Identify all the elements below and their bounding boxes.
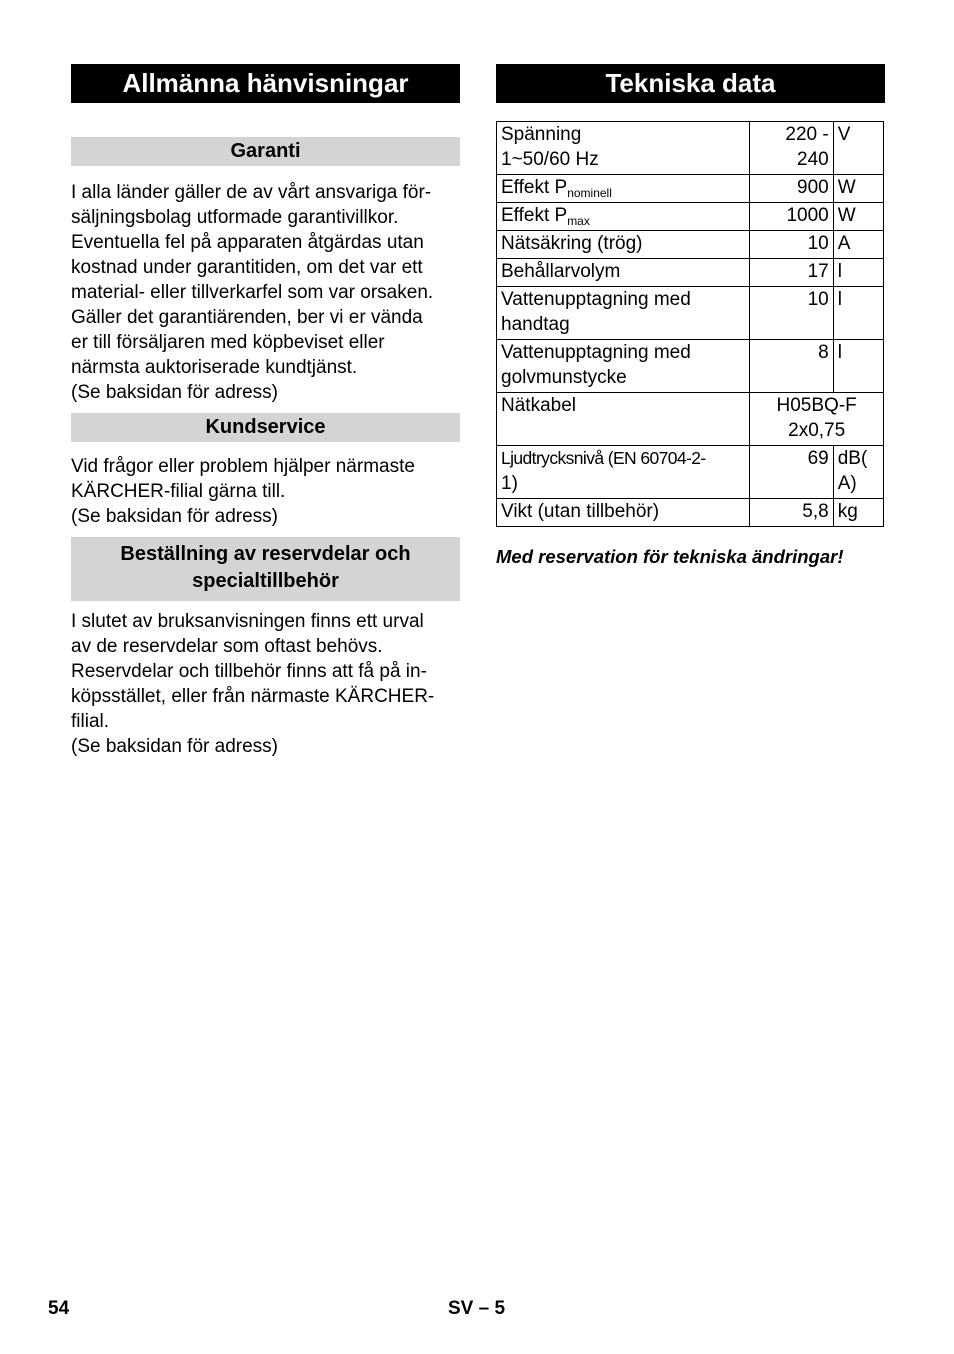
heading-line: Beställning av reservdelar och: [120, 543, 411, 565]
label-line: handtag: [501, 314, 570, 335]
text-line: filial.: [71, 711, 110, 732]
text-line: Eventuella fel på apparaten åtgärdas utan: [71, 232, 424, 253]
value-line: H05BQ-F: [776, 395, 857, 416]
label-subscript: max: [567, 214, 590, 228]
label-text: Effekt P: [501, 177, 568, 198]
spec-unit: A: [833, 231, 883, 259]
spec-value: 69: [750, 446, 833, 499]
text-line: (Se baksidan för adress): [71, 506, 278, 527]
label-line: Vattenupptagning med: [501, 289, 691, 310]
label-line: golvmunstycke: [501, 367, 627, 388]
text-line: Gäller det garantiärenden, ber vi er vända: [71, 307, 423, 328]
spec-unit: l: [833, 287, 883, 340]
warranty-text: [71, 180, 460, 405]
customer-service-heading: Kundservice: [71, 413, 460, 442]
spec-label: Behållarvolym: [497, 259, 750, 287]
table-row: [497, 446, 884, 499]
table-row: [497, 340, 884, 393]
text-line: köpsstället, eller från närmaste KÄRCHER-: [71, 686, 435, 707]
text-line: (Se baksidan för adress): [71, 736, 278, 757]
label-line: Vattenupptagning med: [501, 342, 691, 363]
text-line: I alla länder gäller de av vårt ansvariga för-: [71, 182, 432, 203]
text-line: KÄRCHER-filial gärna till.: [71, 481, 286, 502]
spec-value: 10: [750, 231, 833, 259]
label-text: Effekt P: [501, 205, 568, 226]
unit-line: A): [837, 473, 857, 494]
technical-data-table: [496, 121, 884, 527]
text-line: närmsta auktoriserade kundtjänst.: [71, 357, 358, 378]
technical-changes-note: Med reservation för tekniska ändringar!: [496, 546, 844, 567]
table-row: [497, 287, 884, 340]
page-number: 54: [48, 1298, 70, 1319]
spec-value: 5,8: [750, 499, 833, 527]
text-line: av de reservdelar som oftast behövs.: [71, 636, 383, 657]
value-line: 2x0,75: [788, 420, 846, 441]
separator: –: [478, 1298, 490, 1319]
text-line: säljningsbolag utformade garantivillkor.: [71, 207, 399, 228]
text-line: (Se baksidan för adress): [71, 382, 278, 403]
label-subscript: nominell: [567, 186, 612, 200]
spec-value: 17: [750, 259, 833, 287]
spec-label: [497, 287, 750, 340]
spec-label: Nätsäkring (trög): [497, 231, 750, 259]
text-line: Vid frågor eller problem hjälper närmaste: [71, 456, 415, 477]
spec-unit: V: [833, 122, 883, 175]
spec-label: [497, 340, 750, 393]
spec-unit: l: [833, 340, 883, 393]
spec-label: [497, 175, 750, 203]
spec-value: 1000: [750, 203, 833, 231]
spare-parts-text: [71, 609, 460, 759]
table-row: [497, 499, 884, 527]
spec-unit: kg: [833, 499, 883, 527]
label-line: 1): [501, 473, 518, 494]
spec-label: [497, 122, 750, 175]
text-line: I slutet av bruksanvisningen finns ett urval: [71, 611, 424, 632]
value-line: 220 -: [785, 124, 829, 145]
table-row: [497, 393, 884, 446]
spec-label: Vikt (utan tillbehör): [497, 499, 750, 527]
spare-parts-heading: [71, 537, 460, 601]
technical-data-column: [496, 64, 885, 568]
section-page: 5: [494, 1298, 506, 1319]
text-line: kostnad under garantitiden, om det var ett: [71, 257, 423, 278]
unit-line: dB(: [837, 448, 868, 469]
general-notes-column: [71, 64, 460, 759]
label-line: 1~50/60 Hz: [501, 149, 599, 170]
customer-service-text: [71, 454, 460, 529]
section-page-ref: [448, 1298, 505, 1320]
table-row: [497, 231, 884, 259]
general-notes-title: Allmänna hänvisningar: [71, 64, 460, 103]
spec-unit: l: [833, 259, 883, 287]
spec-label: Nätkabel: [497, 393, 750, 446]
spec-label: [497, 446, 750, 499]
spec-value: [750, 393, 884, 446]
technical-data-title: Tekniska data: [496, 64, 885, 103]
spec-label: [497, 203, 750, 231]
spec-value: 8: [750, 340, 833, 393]
warranty-heading: Garanti: [71, 137, 460, 166]
spec-value: 10: [750, 287, 833, 340]
text-line: material- eller tillverkarfel som var orsaken.: [71, 282, 434, 303]
section-code: SV: [448, 1298, 474, 1319]
table-row: [497, 175, 884, 203]
table-row: [497, 203, 884, 231]
heading-line: specialtillbehör: [192, 570, 339, 592]
label-line: Ljudtrycksnivå (EN 60704-2-: [501, 448, 706, 468]
text-line: Reservdelar och tillbehör finns att få på in-: [71, 661, 427, 682]
table-row: [497, 259, 884, 287]
value-line: 240: [797, 149, 829, 170]
text-line: er till försäljaren med köpbeviset eller: [71, 332, 385, 353]
label-line: Spänning: [501, 124, 582, 145]
spec-unit: W: [833, 203, 883, 231]
spec-value: 900: [750, 175, 833, 203]
spec-unit: [833, 446, 883, 499]
table-row: [497, 122, 884, 175]
spec-value: [750, 122, 833, 175]
spec-unit: W: [833, 175, 883, 203]
